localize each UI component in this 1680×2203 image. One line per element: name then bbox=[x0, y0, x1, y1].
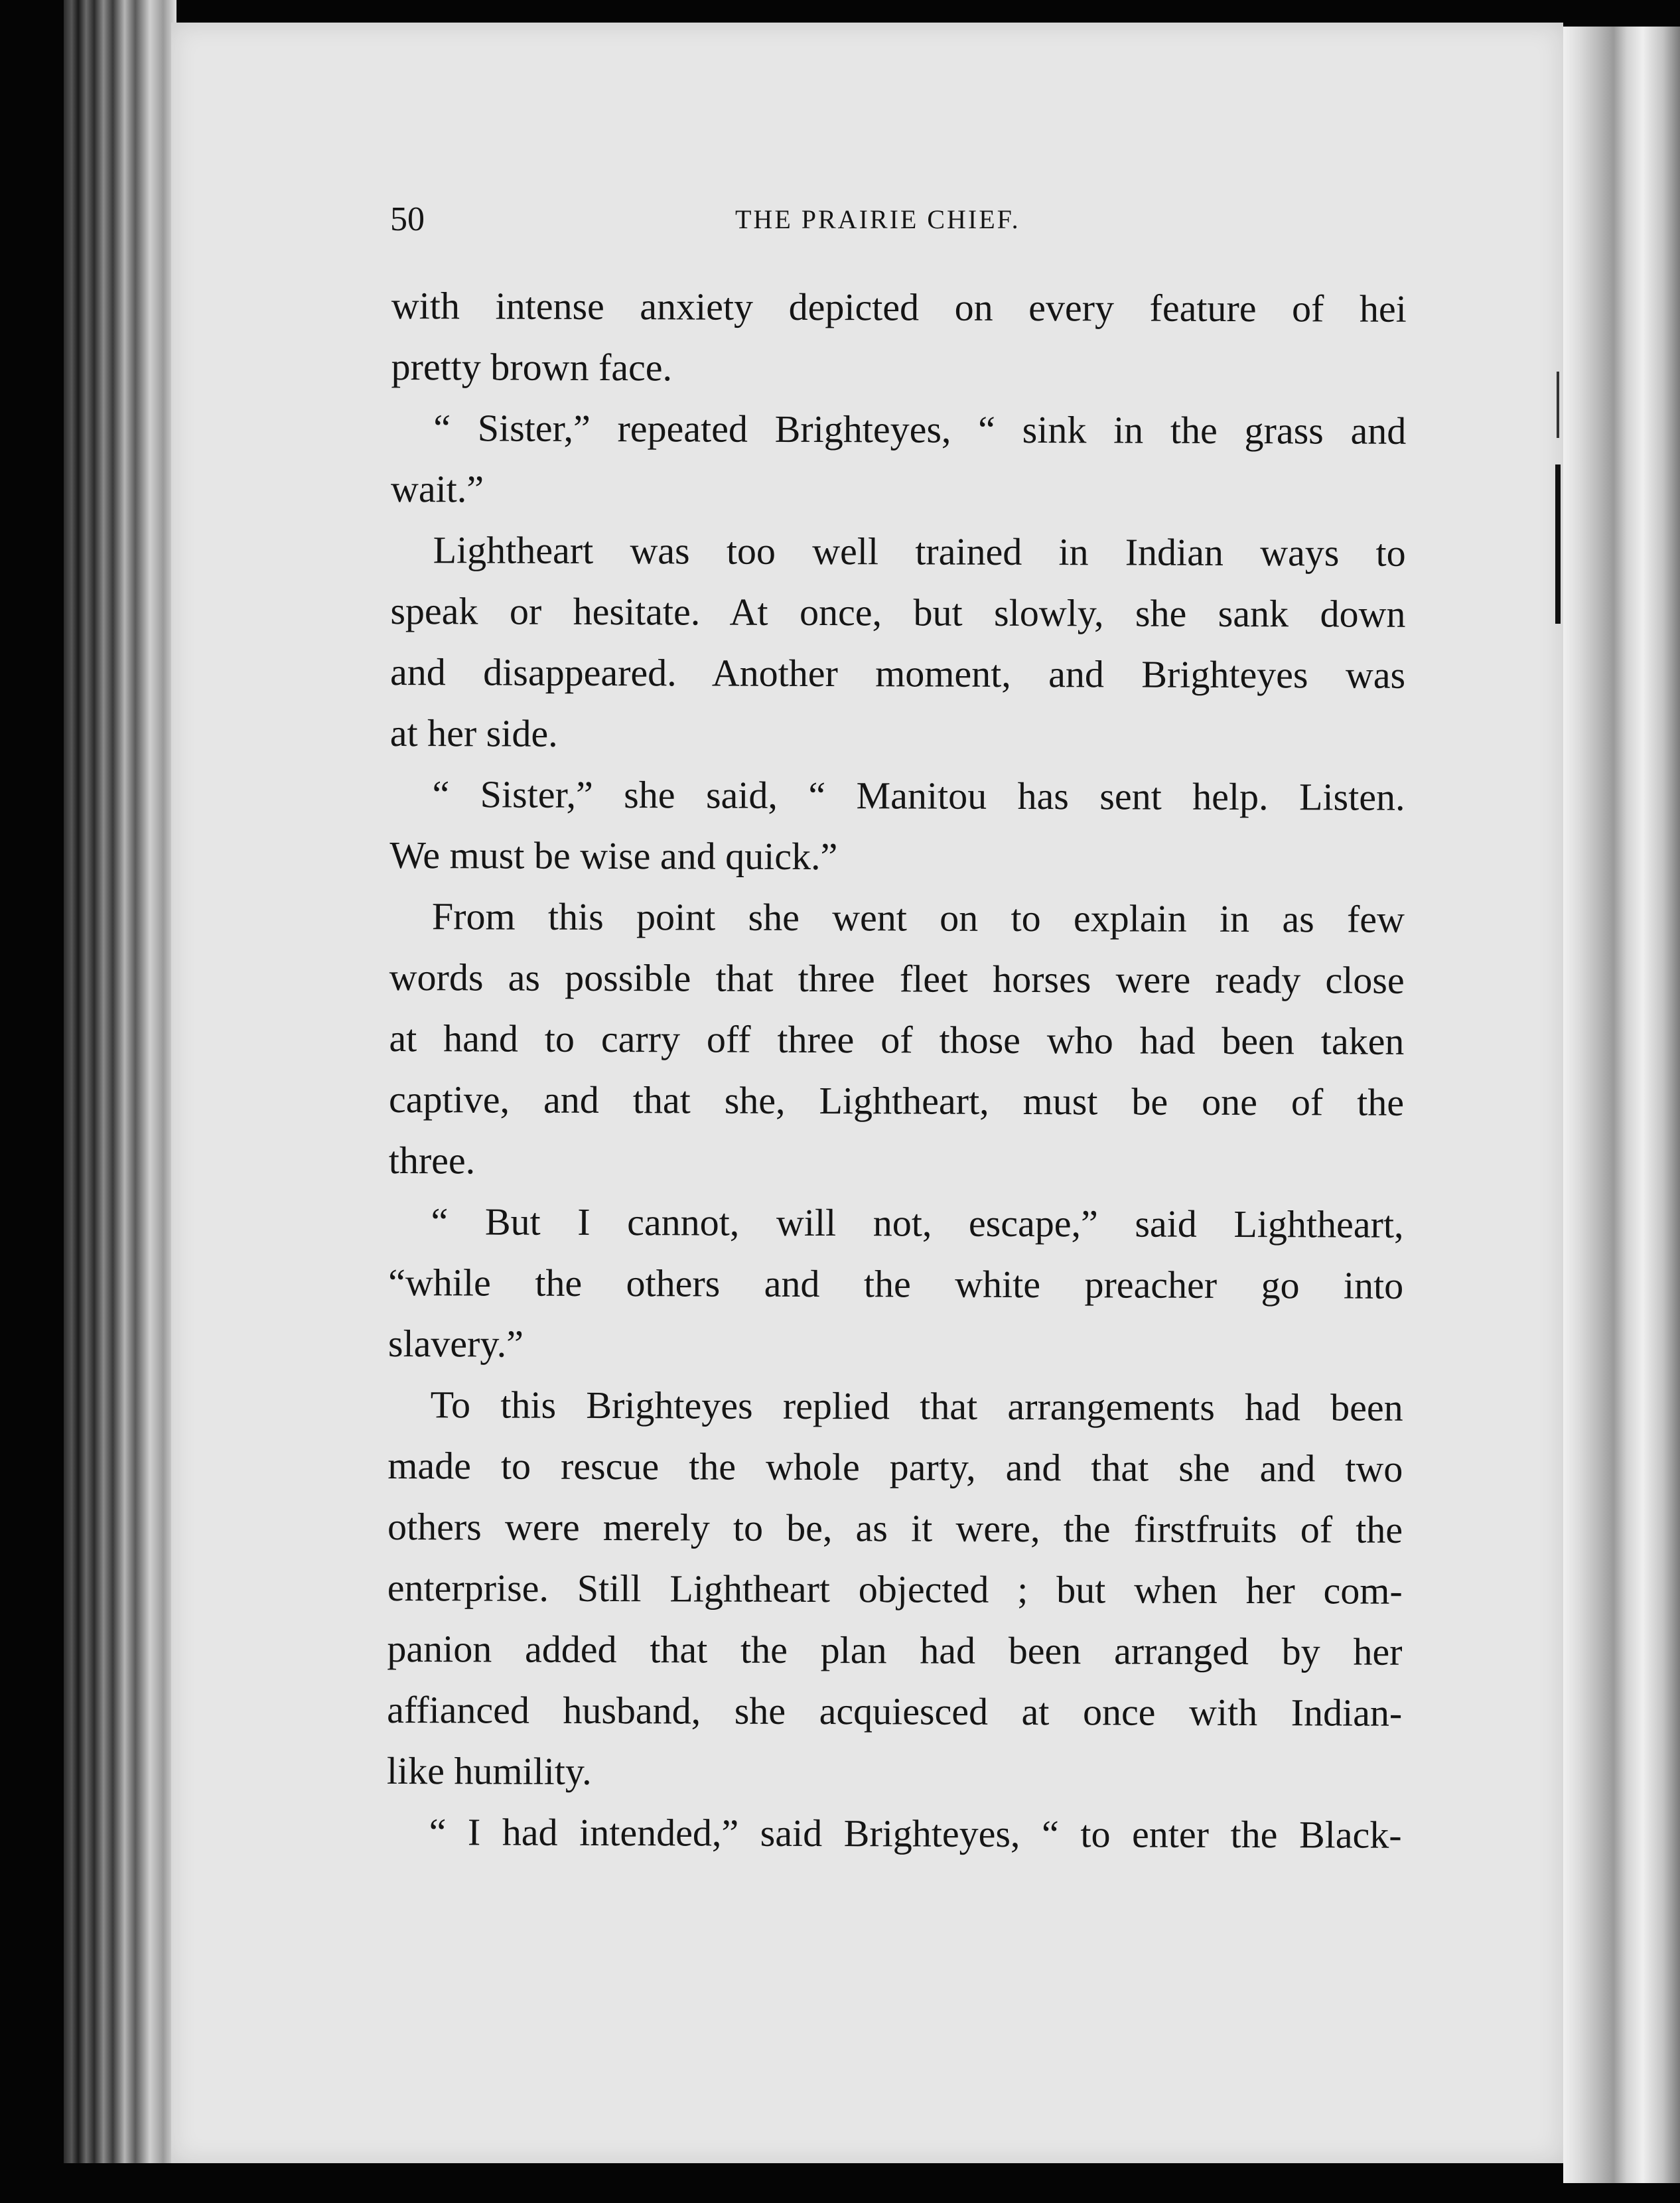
gutter-shadow-mark bbox=[1555, 464, 1561, 624]
text-line: “ But I cannot, will not, escape,” said Lightheart, bbox=[431, 1200, 1404, 1246]
text-line: Lightheart was too well trained in Indian ways to bbox=[433, 528, 1406, 575]
text-line: slavery.” bbox=[387, 1321, 524, 1366]
text-line: others were merely to be, as it were, the firstfruits of the bbox=[387, 1504, 1403, 1551]
text-line: captive, and that she, Lightheart, must be one of the bbox=[388, 1077, 1405, 1124]
running-title: THE PRAIRIE CHIEF. bbox=[735, 204, 1020, 234]
gutter-shadow-mark bbox=[1557, 372, 1559, 438]
text-line: wait.” bbox=[390, 466, 484, 511]
text-line: at her side. bbox=[389, 711, 558, 755]
text-line: We must be wise and quick.” bbox=[389, 833, 838, 879]
text-line: with intense anxiety depicted on every feature of hei bbox=[391, 283, 1407, 330]
book-gutter bbox=[1563, 27, 1680, 2183]
text-line: affianced husband, she acquiesced at once with Indian- bbox=[387, 1687, 1403, 1735]
page-stack-edge bbox=[64, 0, 176, 2163]
text-line: pretty brown face. bbox=[391, 344, 673, 390]
text-line: words as possible that three fleet horses were ready close bbox=[389, 955, 1405, 1002]
text-line: “while the others and the white preacher go into bbox=[388, 1260, 1404, 1307]
text-line: panion added that the plan had been arranged by her bbox=[387, 1626, 1403, 1673]
text-line: “ I had intended,” said Brighteyes, “ to enter the Black- bbox=[429, 1810, 1402, 1857]
text-line: at hand to carry off three of those who had been taken bbox=[389, 1016, 1405, 1063]
page-header bbox=[390, 196, 1409, 243]
text-line: “ Sister,” repeated Brighteyes, “ sink in the grass and bbox=[433, 406, 1407, 453]
text-line: made to rescue the whole party, and that she and two bbox=[387, 1443, 1403, 1490]
text-line: three. bbox=[388, 1138, 476, 1182]
text-line: and disappeared. Another moment, and Brighteyes was bbox=[390, 650, 1406, 697]
text-line: From this point she went on to explain in as few bbox=[431, 894, 1405, 941]
text-line: To this Brighteyes replied that arrangements had been bbox=[430, 1383, 1403, 1429]
text-line: like humility. bbox=[386, 1748, 592, 1793]
text-line: speak or hesitate. At once, but slowly, she sank down bbox=[390, 589, 1406, 636]
text-line: “ Sister,” she said, “ Manitou has sent help. Listen. bbox=[432, 772, 1405, 819]
text-line: enterprise. Still Lightheart objected ; but when her com- bbox=[387, 1565, 1403, 1612]
page-number: 50 bbox=[390, 200, 425, 238]
body-text bbox=[386, 275, 1407, 1866]
